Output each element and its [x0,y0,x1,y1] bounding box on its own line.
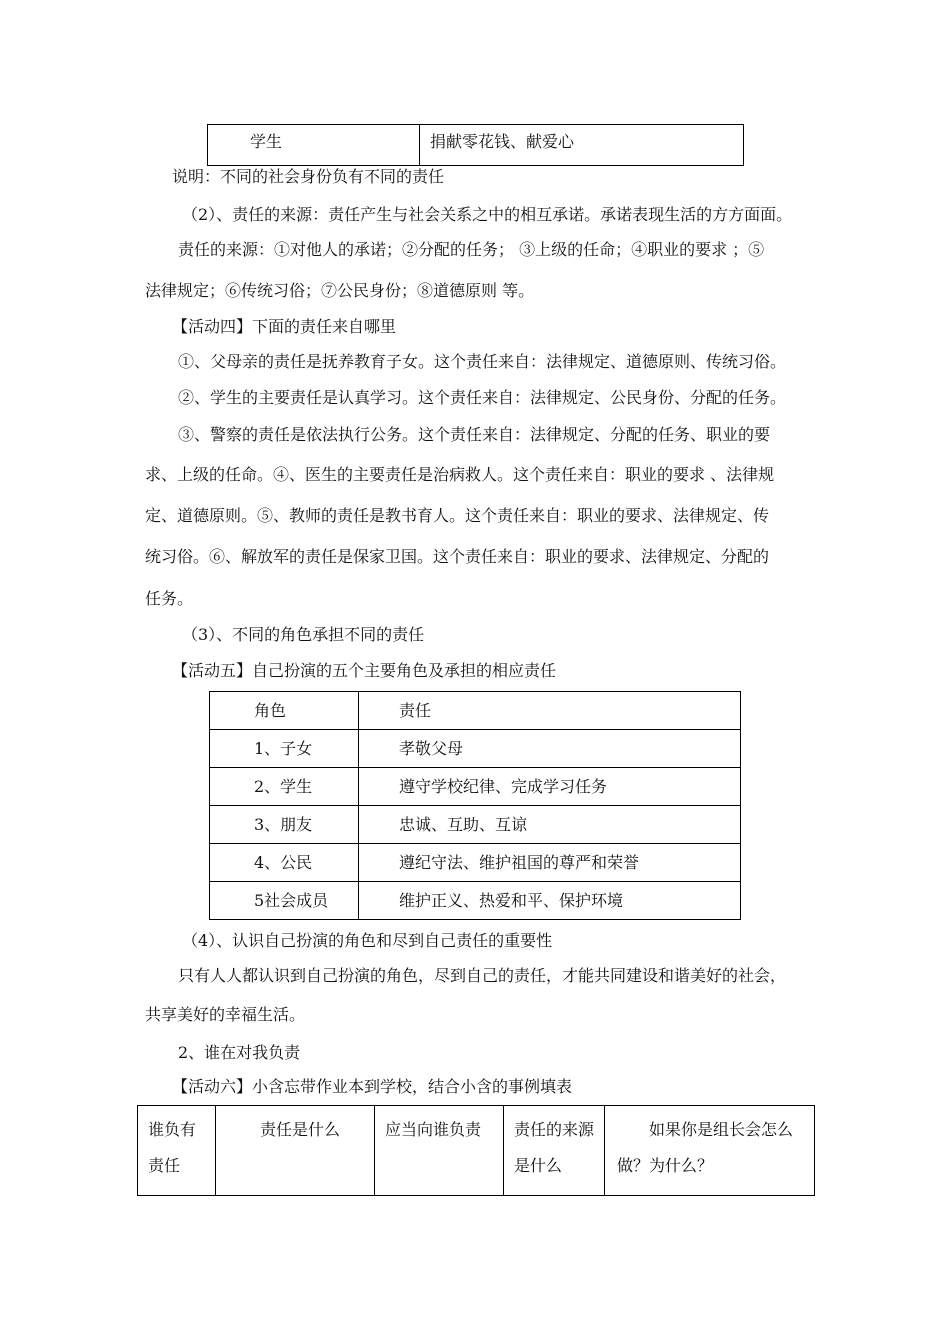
paragraph-line: 共享美好的幸福生活。 [145,1005,306,1024]
header-to-whom: 应当向谁负责 [375,1106,504,1196]
table-cell-role: 1、子女 [210,730,359,768]
table-cell-role: 5社会成员 [210,882,359,920]
table-cell-duty: 捐献零花钱、献爱心 [420,125,744,166]
header-duty: 责任 [359,692,741,730]
table-cell-role: 3、朋友 [210,806,359,844]
table-cell-duty: 遵纪守法、维护祖国的尊严和荣誉 [359,844,741,882]
table-cell-role: 4、公民 [210,844,359,882]
paragraph-line: ②、学生的主要责任是认真学习。这个责任来自：法律规定、公民身份、分配的任务。 [178,388,787,407]
paragraph-line: 任务。 [145,589,194,608]
paragraph-line: ③、警察的责任是依法执行公务。这个责任来自：法律规定、分配的任务、职业的要 [178,425,771,444]
roles-table [209,691,741,920]
table-row [210,882,741,920]
header-source: 责任的来源是什么 [504,1106,605,1196]
table-cell-duty: 维护正义、热爱和平、保护环境 [359,882,741,920]
table-row [210,844,741,882]
section-2-heading: （2）、责任的来源：责任产生与社会关系之中的相互承诺。承诺表现生活的方方面面。 [182,205,793,224]
table-header-row [210,692,741,730]
section-4-heading: （4）、认识自己扮演的角色和尽到自己责任的重要性 [182,931,553,950]
table-row [210,806,741,844]
paragraph-line: 法律规定；⑥传统习俗；⑦公民身份；⑧道德原则 等。 [145,281,535,300]
table-cell-role: 学生 [208,125,420,166]
table-row [210,768,741,806]
note-line: 说明：不同的社会身份负有不同的责任 [172,167,445,186]
table-row [208,125,744,166]
table-cell-duty: 孝敬父母 [359,730,741,768]
paragraph-line: 定、道德原则。⑤、教师的责任是教书育人。这个责任来自：职业的要求、法律规定、传 [145,506,770,525]
activity-6-heading: 【活动六】小含忘带作业本到学校，结合小含的事例填表 [172,1077,573,1096]
paragraph-line: 求、上级的任命。④、医生的主要责任是治病救人。这个责任来自：职业的要求 、法律规 [145,465,775,484]
section-3-heading: （3）、不同的角色承担不同的责任 [182,625,425,644]
activity-5-heading: 【活动五】自己扮演的五个主要角色及承担的相应责任 [172,661,557,680]
responsibility-table-top [207,124,744,166]
table-cell-duty: 遵守学校纪律、完成学习任务 [359,768,741,806]
paragraph-line: 统习俗。⑥、解放军的责任是保家卫国。这个责任来自：职业的要求、法律规定、分配的 [145,547,770,566]
header-who: 谁负有责任 [138,1106,216,1196]
header-what-would-you-do: 如果你是组长会怎么做？为什么？ [605,1106,815,1196]
paragraph-line: ①、父母亲的责任是抚养教育子女。这个责任来自：法律规定、道德原则、传统习俗。 [178,352,787,371]
activity-4-heading: 【活动四】下面的责任来自哪里 [172,317,397,336]
header-role: 角色 [210,692,359,730]
section-heading-2: 2、谁在对我负责 [178,1043,301,1062]
table-cell-duty: 忠诚、互助、互谅 [359,806,741,844]
table-row [210,730,741,768]
paragraph-line: 责任的来源：①对他人的承诺；②分配的任务； ③上级的任命；④职业的要求 ；⑤ [178,240,765,259]
table-header-row [138,1106,815,1196]
header-what: 责任是什么 [216,1106,375,1196]
table-cell-role: 2、学生 [210,768,359,806]
fill-in-table [137,1105,815,1196]
paragraph-line: 只有人人都认识到自己扮演的角色，尽到自己的责任，才能共同建设和谐美好的社会， [178,966,787,985]
